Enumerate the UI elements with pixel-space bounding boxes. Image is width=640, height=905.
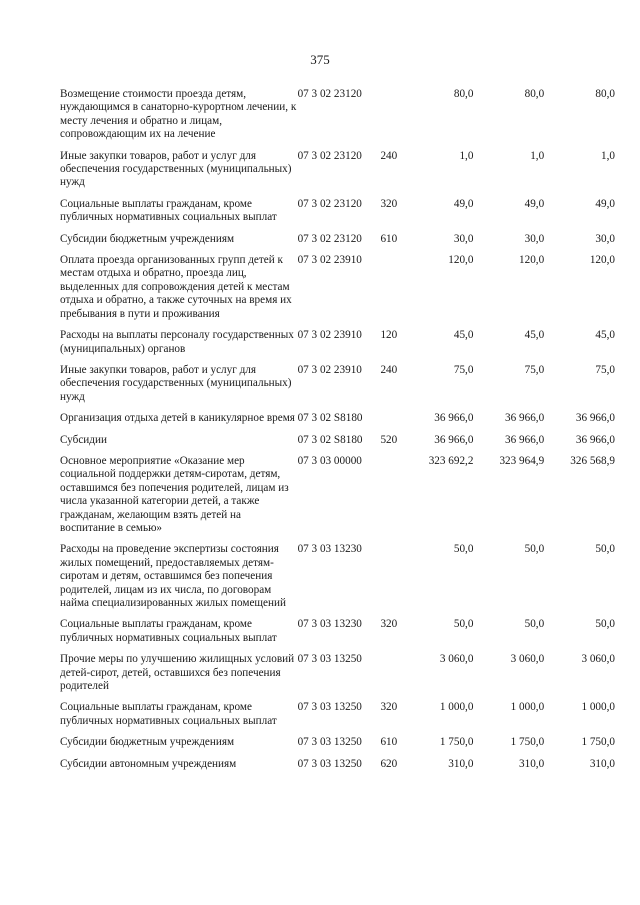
row-code-cell: 07 3 03 13250	[297, 653, 362, 666]
table-row	[60, 254, 615, 329]
row-year3-amount: 45,0	[595, 329, 615, 342]
row-kvr-cell: 120	[380, 329, 398, 342]
row-year2-amount: 323 964,9	[499, 454, 545, 467]
table-row	[60, 618, 615, 653]
budget-table-body	[60, 88, 615, 779]
row-kvr-cell	[380, 455, 410, 543]
row-year1-amount: 75,0	[453, 363, 474, 376]
row-code-cell: 07 3 03 13250	[297, 701, 362, 714]
row-code-cell: 07 3 02 23910	[297, 363, 362, 376]
row-year3-amount: 75,0	[595, 363, 615, 376]
row-year1-amount: 323 692,2	[428, 454, 474, 467]
row-name-cell: Иные закупки товаров, работ и услуг для обеспечения государственных (муниципальных) нужд	[60, 363, 292, 403]
row-code-cell: 07 3 02 23120	[297, 88, 362, 100]
row-year2-amount: 30,0	[524, 232, 545, 245]
row-year2-amount: 310,0	[519, 757, 545, 770]
row-year2-amount: 1,0	[530, 149, 545, 162]
row-year3-amount: 326 568,9	[570, 454, 615, 467]
row-code-cell: 07 3 02 23910	[297, 329, 362, 342]
table-row	[60, 758, 615, 779]
row-year1-amount: 36 966,0	[434, 433, 474, 446]
row-year2-amount: 120,0	[519, 254, 545, 267]
table-row	[60, 653, 615, 701]
row-year3-amount: 30,0	[595, 232, 615, 245]
row-kvr-cell: 240	[380, 149, 398, 162]
row-name-cell: Оплата проезда организованных групп детей к местам отдыха и обратно, проезда лиц, выделенных для сопровождения детей к местам отдыха и обратно, а также суточных на время их пребывания в пути и проживания	[60, 254, 292, 320]
row-name-cell: Возмещение стоимости проезда детям, нуждающимся в санаторно-курортном лечении, к месту лечения и обратно и лицам, сопровождающим их на лечение	[60, 88, 297, 141]
table-row	[60, 150, 615, 198]
row-year2-amount: 50,0	[524, 618, 545, 631]
row-year3-amount: 3 060,0	[581, 653, 615, 666]
row-kvr-cell	[380, 653, 410, 701]
row-kvr-cell	[380, 543, 410, 618]
row-code-cell: 07 3 02 S8180	[297, 412, 363, 425]
row-year3-amount: 36 966,0	[575, 412, 615, 425]
row-year1-amount: 1 750,0	[439, 736, 474, 749]
table-row	[60, 701, 615, 736]
row-year3-amount: 50,0	[595, 543, 615, 556]
table-row	[60, 412, 615, 433]
row-year2-amount: 1 000,0	[510, 701, 545, 714]
table-row	[60, 364, 615, 412]
row-kvr-cell: 620	[380, 757, 398, 770]
row-kvr-cell	[380, 412, 410, 433]
table-row	[60, 543, 615, 618]
page-number: 375	[310, 52, 330, 67]
row-kvr-cell: 320	[380, 701, 398, 714]
row-year3-amount: 310,0	[589, 757, 615, 770]
row-code-cell: 07 3 02 23910	[297, 254, 362, 267]
row-name-cell: Субсидии	[60, 433, 107, 446]
row-year3-amount: 120,0	[589, 254, 615, 267]
table-row	[60, 455, 615, 543]
row-code-cell: 07 3 02 S8180	[297, 433, 363, 446]
row-code-cell: 07 3 03 13250	[297, 757, 362, 770]
table-row	[60, 198, 615, 233]
row-name-cell: Субсидии автономным учреждениям	[60, 757, 237, 770]
table-row	[60, 736, 615, 757]
row-name-cell: Организация отдыха детей в каникулярное время	[60, 412, 295, 425]
row-year2-amount: 3 060,0	[510, 653, 545, 666]
row-year1-amount: 30,0	[453, 232, 474, 245]
row-code-cell: 07 3 02 23120	[297, 232, 362, 245]
row-kvr-cell	[380, 88, 410, 150]
row-year2-amount: 36 966,0	[505, 433, 545, 446]
row-name-cell: Иные закупки товаров, работ и услуг для обеспечения государственных (муниципальных) нужд	[60, 149, 292, 189]
row-name-cell: Основное мероприятие «Оказание мер социальной поддержки детям-сиротам, детям, оставшимся без попечения родителей, лицам из числа указанной категории детей, а также гражданам, желающим взять детей на воспитание в семью»	[60, 454, 289, 534]
row-kvr-cell: 520	[380, 433, 398, 446]
row-code-cell: 07 3 03 13230	[297, 618, 362, 631]
row-code-cell: 07 3 02 23120	[297, 197, 362, 210]
table-row	[60, 88, 615, 150]
row-name-cell: Социальные выплаты гражданам, кроме публичных нормативных социальных выплат	[60, 701, 277, 727]
row-code-cell: 07 3 03 13230	[297, 543, 362, 556]
row-year2-amount: 45,0	[524, 329, 545, 342]
row-kvr-cell: 320	[380, 197, 398, 210]
row-name-cell: Расходы на проведение экспертизы состояния жилых помещений, предоставляемых детям-сиротам и детям, оставшимся без попечения родителей, лицам из их числа, по договорам найма специализированных жилых помещений	[60, 543, 286, 609]
row-year1-amount: 120,0	[448, 254, 474, 267]
row-year3-amount: 49,0	[595, 197, 615, 210]
table-row	[60, 329, 615, 364]
row-name-cell: Субсидии бюджетным учреждениям	[60, 232, 235, 245]
row-kvr-cell: 240	[380, 363, 398, 376]
row-year3-amount: 1 750,0	[581, 736, 615, 749]
row-year1-amount: 50,0	[453, 618, 474, 631]
row-year1-amount: 3 060,0	[439, 653, 474, 666]
row-year3-amount: 80,0	[595, 88, 615, 100]
row-code-cell: 07 3 03 13250	[297, 736, 362, 749]
row-year1-amount: 45,0	[453, 329, 474, 342]
row-year2-amount: 75,0	[524, 363, 545, 376]
row-code-cell: 07 3 03 00000	[297, 454, 362, 467]
row-name-cell: Социальные выплаты гражданам, кроме публичных нормативных социальных выплат	[60, 197, 277, 224]
row-year3-amount: 36 966,0	[575, 433, 615, 446]
row-year1-amount: 49,0	[453, 197, 474, 210]
row-year1-amount: 1,0	[459, 149, 474, 162]
table-row	[60, 434, 615, 455]
row-code-cell: 07 3 02 23120	[297, 149, 362, 162]
row-year3-amount: 1,0	[601, 149, 615, 162]
row-year1-amount: 1 000,0	[439, 701, 474, 714]
row-kvr-cell	[380, 254, 410, 329]
row-kvr-cell: 320	[380, 618, 398, 631]
row-year2-amount: 50,0	[524, 543, 545, 556]
table-row	[60, 233, 615, 254]
row-year1-amount: 50,0	[453, 543, 474, 556]
row-name-cell: Расходы на выплаты персоналу государственных (муниципальных) органов	[60, 329, 294, 355]
row-name-cell: Субсидии бюджетным учреждениям	[60, 736, 235, 749]
row-year2-amount: 49,0	[524, 197, 545, 210]
row-kvr-cell: 610	[380, 736, 398, 749]
row-year1-amount: 36 966,0	[434, 412, 474, 425]
row-year2-amount: 1 750,0	[510, 736, 545, 749]
row-year3-amount: 50,0	[595, 618, 615, 631]
row-year1-amount: 310,0	[448, 757, 474, 770]
row-year2-amount: 36 966,0	[505, 412, 545, 425]
budget-table	[60, 88, 615, 779]
row-year1-amount: 80,0	[453, 88, 474, 100]
row-kvr-cell: 610	[380, 232, 398, 245]
row-name-cell: Социальные выплаты гражданам, кроме публичных нормативных социальных выплат	[60, 618, 277, 644]
row-name-cell: Прочие меры по улучшению жилищных условий детей-сирот, детей, оставшихся без попечения родителей	[60, 653, 295, 693]
row-year2-amount: 80,0	[524, 88, 545, 100]
row-year3-amount: 1 000,0	[581, 701, 615, 714]
